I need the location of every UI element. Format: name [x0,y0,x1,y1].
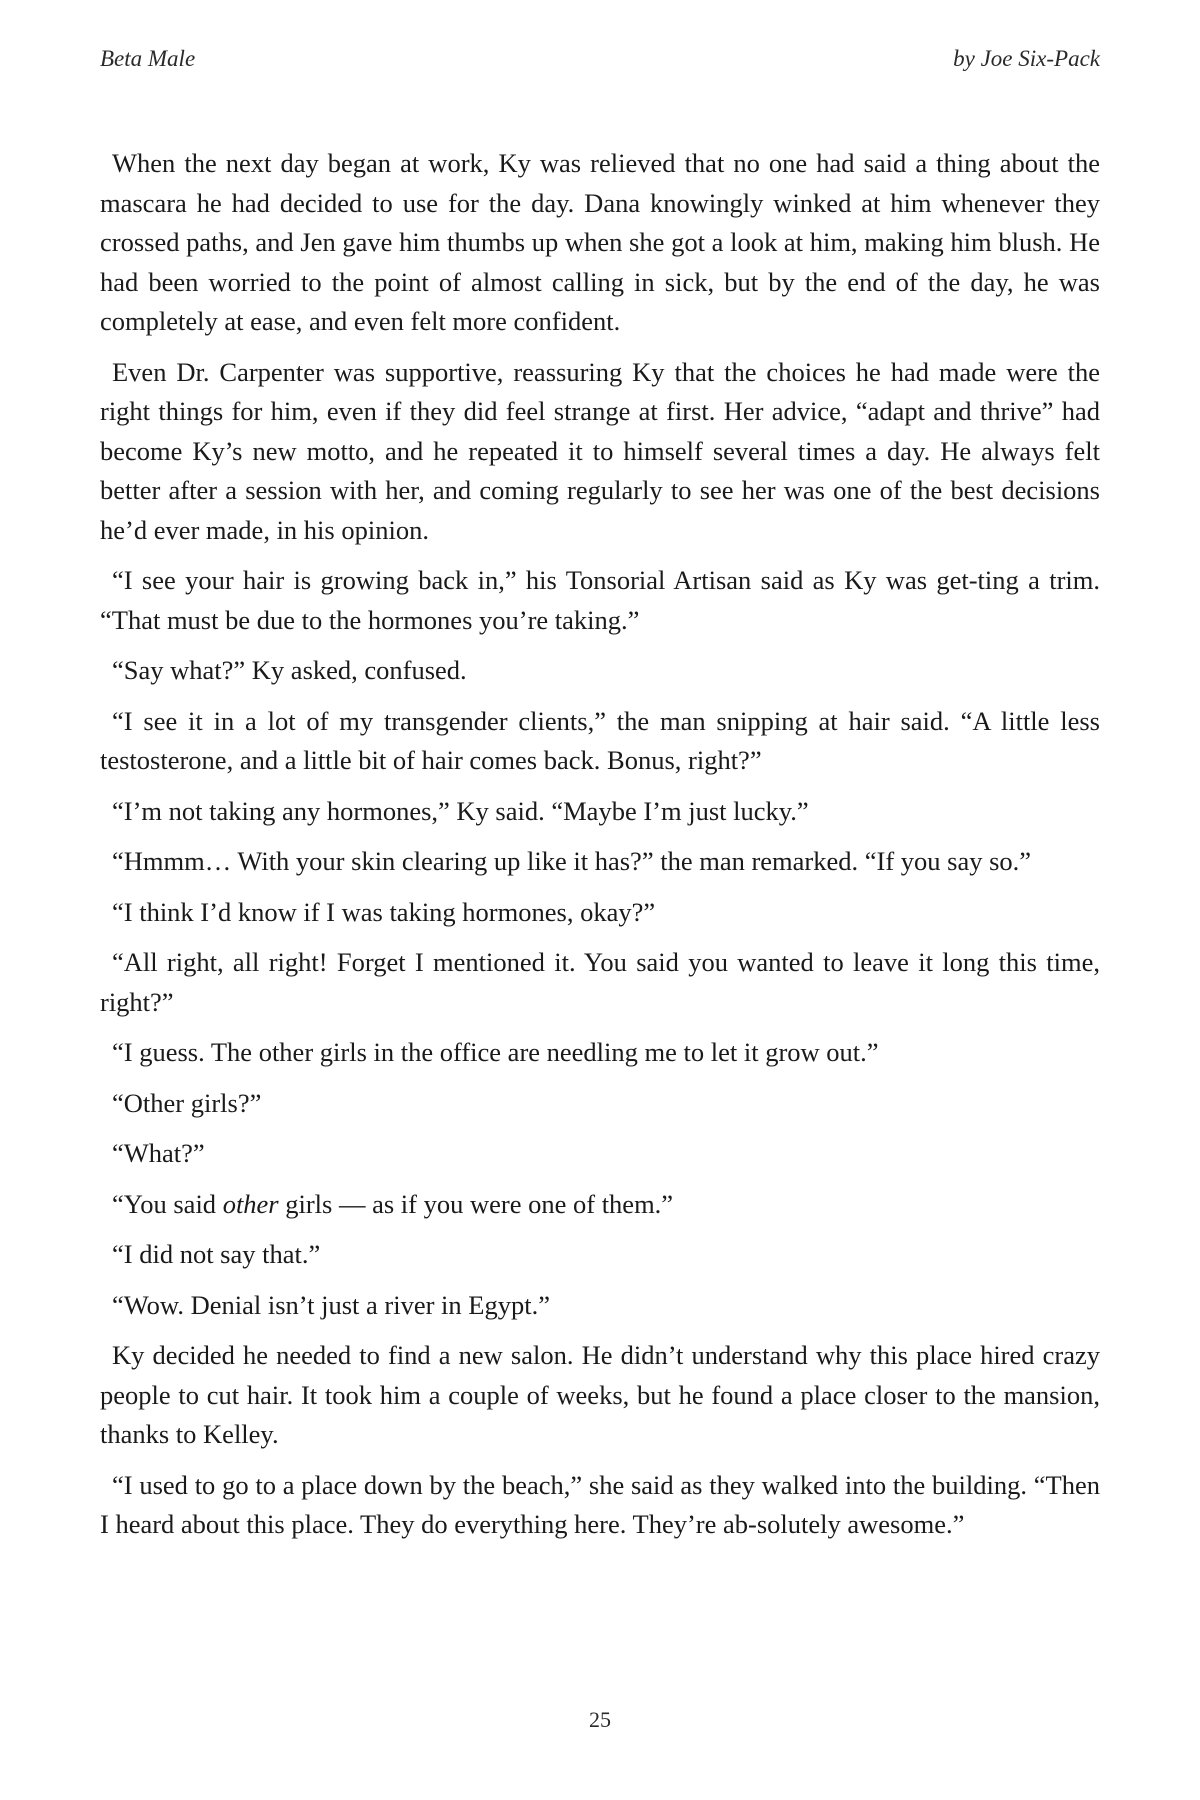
paragraph: “All right, all right! Forget I mentioned it. You said you wanted to leave it long this time, right?” [100,947,1100,1017]
paragraph: “I’m not taking any hormones,” Ky said. “Maybe I’m just lucky.” [112,795,809,826]
quote-text-after: girls — as if you were one of them.” [278,1188,674,1219]
paragraph: When the next day began at work, Ky was relieved that no one had said a thing about the mascara he had decided to use for the day. Dana knowingly winked at him whenever they crossed paths, and Jen gave him thumbs up when she got a look at him, making him blush. He had been worried to the point of almost calling in sick, but by the end of the day, he was completely at ease, and even felt more confident. [100,148,1100,336]
page-number: 25 [589,1707,611,1732]
paragraph: “What?” [112,1138,205,1168]
emphasized-word: other [222,1188,279,1219]
paragraph: “Wow. Denial isn’t just a river in Egypt.” [112,1289,550,1320]
running-header [100,46,1100,78]
author-byline: by Joe Six-Pack [953,46,1100,71]
paragraph: “Say what?” Ky asked, confused. [112,655,467,685]
body-text [100,144,1100,1556]
quote-text-before: “You said [112,1188,223,1219]
paragraph: “I did not say that.” [112,1239,321,1269]
paragraph: Even Dr. Carpenter was supportive, reassuring Ky that the choices he had made were the right things for him, even if they did feel strange at first. Her advice, “adapt and thrive” had become Ky’s new motto, and he repeated it to himself several times a day. He always felt better after a session with her, and coming regularly to see her was one of the best decisions he’d ever made, in his opinion. [100,356,1100,545]
paragraph: “I used to go to a place down by the beach,” she said as they walked into the building. “Then I heard about this place. They do everything here. They’re ab-solutely awesome.” [100,1469,1100,1539]
paragraph: “Hmmm… With your skin clearing up like it has?” the man remarked. “If you say so.” [112,846,1032,876]
paragraph: “I see your hair is growing back in,” his Tonsorial Artisan said as Ky was get-ting a trim. “That must be due to the hormones you’re taking.” [100,565,1100,635]
paragraph: “I guess. The other girls in the office are needling me to let it grow out.” [112,1037,879,1067]
paragraph: “I think I’d know if I was taking hormones, okay?” [112,896,656,927]
book-title: Beta Male [100,46,196,71]
paragraph: “Other girls?” [112,1087,262,1118]
paragraph: “I see it in a lot of my transgender clients,” the man snipping at hair said. “A little less testosterone, and a little bit of hair comes back. Bonus, right?” [100,705,1100,775]
paragraph-with-emphasis [100,1185,1100,1225]
paragraph: Ky decided he needed to find a new salon. He didn’t understand why this place hired crazy people to cut hair. It took him a couple of weeks, but he found a place closer to the mansion, thanks to Kelley. [100,1340,1100,1449]
